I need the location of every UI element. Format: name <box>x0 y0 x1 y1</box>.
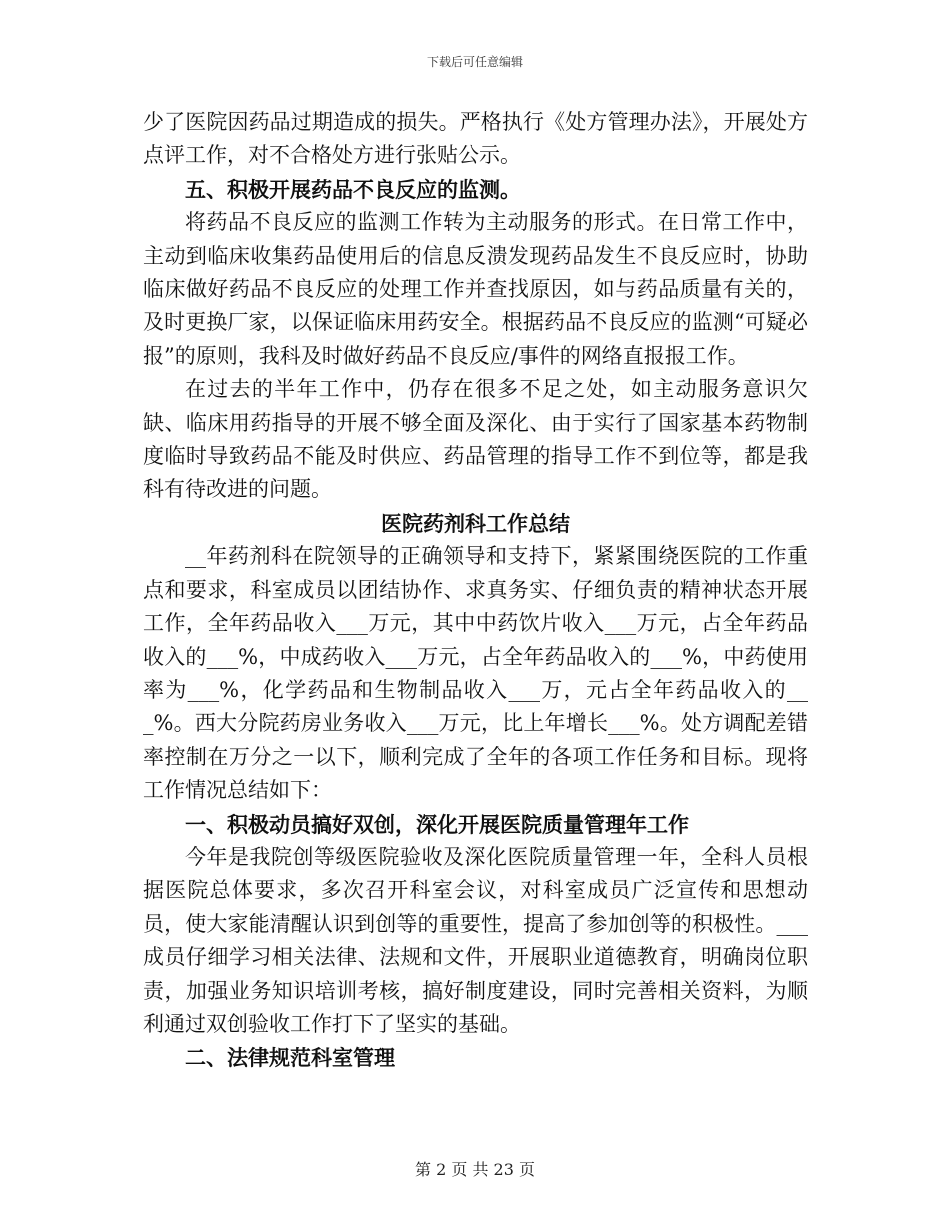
paragraph-double-creation: 今年是我院创等级医院验收及深化医院质量管理一年，全科人员根据医院总体要求，多次召开科室会议，对科室成员广泛宣传和思想动员，使大家能清醒认识到创等的重要性，提高了参加创等的积极性。___成员仔细学习相关法律、法规和文件，开展职业道德教育，明确岗位职责，加强业务知识培训考核，搞好制度建设，同时完善相关资料，为顺利通过双创验收工作打下了坚实的基础。 <box>143 844 808 1036</box>
page-header: 下载后可任意编辑 <box>426 55 523 69</box>
paragraph-shortcomings: 在过去的半年工作中，仍存在很多不足之处，如主动服务意识欠缺、临床用药指导的开展不够全面及深化、由于实行了国家基本药物制度临时导致药品不能及时供应、药品管理的指导工作不到位等，都是我科有待改进的问题。 <box>143 377 808 502</box>
paragraph-continued: 少了医院因药品过期造成的损失。严格执行《处方管理办法》，开展处方点评工作，对不合格处方进行张贴公示。 <box>143 110 808 168</box>
section-heading-5: 五、积极开展药品不良反应的监测。 <box>185 176 521 202</box>
document-title: 医院药剂科工作总结 <box>381 510 570 536</box>
page-footer: 第 2 页 共 23 页 <box>415 1160 535 1179</box>
paragraph-adr-monitoring: 将药品不良反应的监测工作转为主动服务的形式。在日常工作中，主动到临床收集药品使用后的信息反溃发现药品发生不良反应时，协助临床做好药品不良反应的处理工作并查找原因，如与药品质量有关的，及时更换厂家，以保证临床用药安全。根据药品不良反应的监测“可疑必报”的原则，我科及时做好药品不良反应/事件的网络直报报工作。 <box>143 210 808 368</box>
document-body <box>143 106 808 1075</box>
section-heading-1: 一、积极动员搞好双创，深化开展医院质量管理年工作 <box>185 811 689 837</box>
paragraph-annual-overview: __年药剂科在院领导的正确领导和支持下，紧紧围绕医院的工作重点和要求，科室成员以团结协作、求真务实、仔细负责的精神状态开展工作，全年药品收入___万元，其中中药饮片收入___万元，占全年药品收入的___%，中成药收入___万元，占全年药品收入的___%，中药使用率为___%，化学药品和生物制品收入___万，元占全年药品收入的___%。西大分院药房业务收入___万元，比上年增长___%。处方调配差错率控制在万分之一以下，顺利完成了全年的各项工作任务和目标。现将工作情况总结如下： <box>143 544 808 803</box>
section-heading-2: 二、法律规范科室管理 <box>185 1045 395 1071</box>
